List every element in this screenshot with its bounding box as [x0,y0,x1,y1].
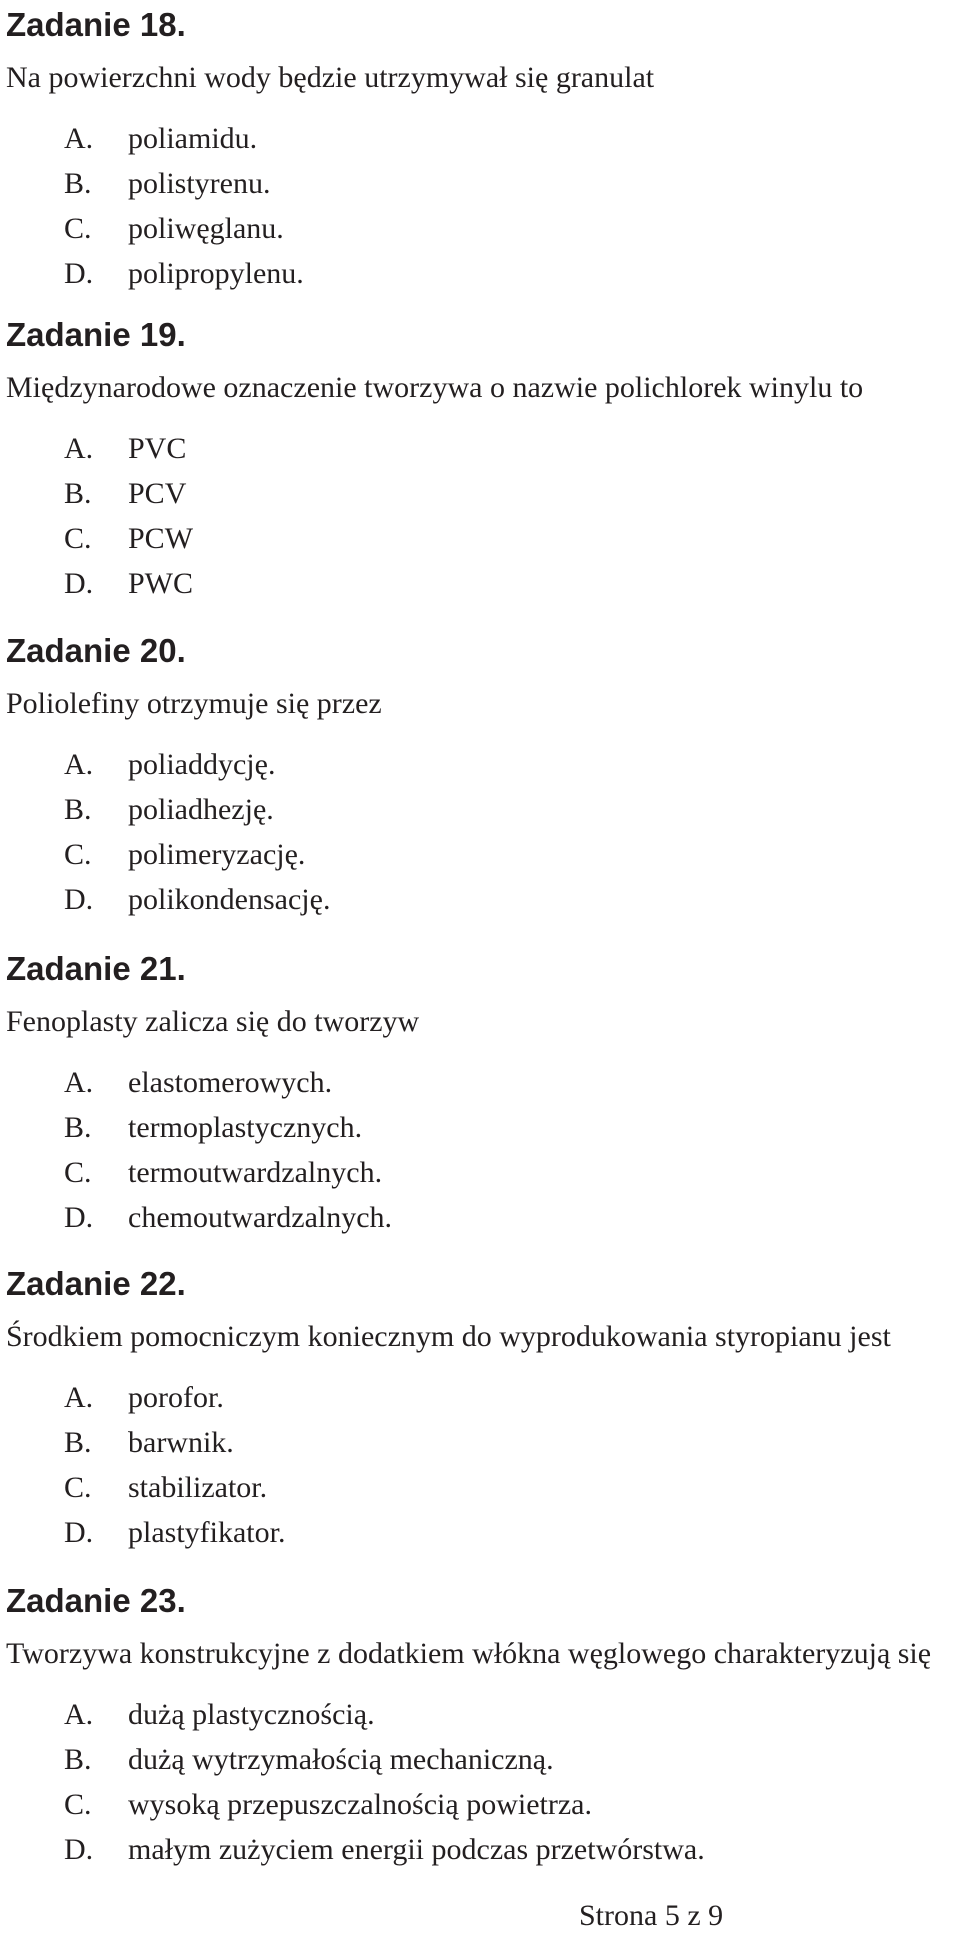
answer-option-a [6,1692,956,1737]
answer-option-c [6,1465,956,1510]
option-letter: B. [64,1111,92,1144]
answer-option-c [6,516,956,561]
answer-option-d [6,877,956,922]
option-letter: B. [64,477,92,510]
task-title: Zadanie 21. [6,950,186,987]
option-text: polikondensację. [128,883,331,916]
answer-option-b [6,471,956,516]
answer-option-c [6,1150,956,1195]
answer-options [6,116,956,296]
task-question: Tworzywa konstrukcyjne z dodatkiem włókna węglowego charakteryzują się [6,1637,932,1670]
task-title: Zadanie 23. [6,1582,186,1619]
task-19 [6,316,956,606]
option-text: wysoką przepuszczalnością powietrza. [128,1788,592,1821]
answer-option-b [6,1737,956,1782]
option-text: polipropylenu. [128,257,304,290]
option-text: polimeryzację. [128,838,306,871]
option-letter: D. [64,883,94,916]
option-letter: A. [64,1698,94,1731]
answer-option-a [6,116,956,161]
option-text: elastomerowych. [128,1066,333,1099]
answer-option-d [6,1510,956,1555]
task-20 [6,632,956,922]
answer-option-d [6,1195,956,1240]
option-text: polistyrenu. [128,167,271,200]
option-letter: C. [64,522,92,555]
option-letter: C. [64,1788,92,1821]
task-title: Zadanie 19. [6,316,186,353]
answer-option-d [6,1827,956,1872]
task-18 [6,6,956,296]
option-letter: D. [64,1516,94,1549]
option-letter: A. [64,122,94,155]
answer-options [6,1692,956,1872]
option-letter: A. [64,432,94,465]
option-text: PWC [128,567,194,600]
option-letter: D. [64,257,94,290]
task-title: Zadanie 20. [6,632,186,669]
task-question: Fenoplasty zalicza się do tworzyw [6,1005,420,1038]
option-letter: A. [64,1066,94,1099]
option-text: stabilizator. [128,1471,268,1504]
answer-option-b [6,161,956,206]
option-text: porofor. [128,1381,224,1414]
option-text: PCW [128,522,194,555]
option-text: dużą wytrzymałością mechaniczną. [128,1743,554,1776]
option-text: poliamidu. [128,122,258,155]
answer-options [6,1375,956,1555]
answer-option-d [6,561,956,606]
option-text: chemoutwardzalnych. [128,1201,393,1234]
option-text: poliaddycję. [128,748,276,781]
answer-option-c [6,206,956,251]
option-letter: D. [64,1201,94,1234]
option-text: PCV [128,477,187,510]
option-letter: B. [64,793,92,826]
option-letter: A. [64,1381,94,1414]
task-question: Poliolefiny otrzymuje się przez [6,687,382,720]
task-question: Międzynarodowe oznaczenie tworzywa o nazwie polichlorek winylu to [6,371,864,404]
answer-option-c [6,1782,956,1827]
option-letter: B. [64,167,92,200]
option-letter: B. [64,1743,92,1776]
task-21 [6,950,956,1240]
answer-options [6,1060,956,1240]
answer-option-a [6,1375,956,1420]
answer-option-a [6,742,956,787]
option-letter: D. [64,1833,94,1866]
answer-option-d [6,251,956,296]
task-question: Środkiem pomocniczym koniecznym do wyprodukowania styropianu jest [6,1320,891,1353]
option-letter: A. [64,748,94,781]
option-text: poliadhezję. [128,793,274,826]
option-text: małym zużyciem energii podczas przetwórstwa. [128,1833,705,1866]
option-letter: B. [64,1426,92,1459]
answer-option-b [6,1105,956,1150]
answer-option-c [6,832,956,877]
option-text: plastyfikator. [128,1516,286,1549]
answer-options [6,742,956,922]
option-text: PVC [128,432,187,465]
option-letter: C. [64,1471,92,1504]
option-text: dużą plastycznością. [128,1698,375,1731]
task-22 [6,1265,956,1555]
task-title: Zadanie 22. [6,1265,186,1302]
task-23 [6,1582,956,1872]
answer-options [6,426,956,606]
option-text: poliwęglanu. [128,212,284,245]
option-letter: C. [64,212,92,245]
task-title: Zadanie 18. [6,6,186,43]
answer-option-a [6,426,956,471]
option-text: termoplastycznych. [128,1111,363,1144]
option-text: termoutwardzalnych. [128,1156,383,1189]
task-question: Na powierzchni wody będzie utrzymywał się granulat [6,61,655,94]
option-letter: C. [64,1156,92,1189]
option-letter: D. [64,567,94,600]
answer-option-b [6,787,956,832]
option-text: barwnik. [128,1426,234,1459]
option-letter: C. [64,838,92,871]
answer-option-a [6,1060,956,1105]
page-number: Strona 5 z 9 [579,1899,724,1932]
answer-option-b [6,1420,956,1465]
